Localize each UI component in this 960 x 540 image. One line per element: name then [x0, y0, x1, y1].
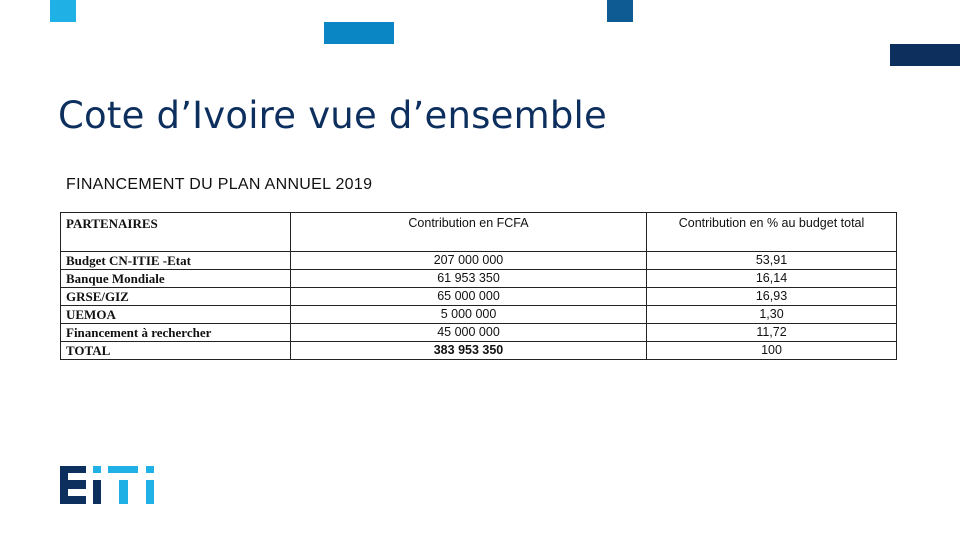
financing-table [60, 212, 897, 360]
table-total-row [61, 342, 897, 360]
table-heading: FINANCEMENT DU PLAN ANNUEL 2019 [66, 176, 373, 193]
table-row [61, 288, 897, 306]
column-header-contribution-percent: Contribution en % au budget total [647, 213, 897, 252]
table-row [61, 252, 897, 270]
decorative-square [607, 0, 633, 22]
decorative-bar [890, 44, 960, 66]
fcfa-cell: 65 000 000 [291, 288, 647, 306]
total-percent-cell: 100 [647, 342, 897, 360]
column-header-partners: PARTENAIRES [61, 213, 291, 252]
table-row [61, 270, 897, 288]
percent-cell: 1,30 [647, 306, 897, 324]
column-header-contribution-fcfa: Contribution en FCFA [291, 213, 647, 252]
eiti-logo [60, 466, 160, 504]
total-label-cell: TOTAL [61, 342, 291, 360]
table-row [61, 324, 897, 342]
percent-cell: 16,14 [647, 270, 897, 288]
fcfa-cell: 61 953 350 [291, 270, 647, 288]
fcfa-cell: 45 000 000 [291, 324, 647, 342]
percent-cell: 11,72 [647, 324, 897, 342]
fcfa-cell: 207 000 000 [291, 252, 647, 270]
partner-cell: GRSE/GIZ [61, 288, 291, 306]
partner-cell: Budget CN-ITIE -Etat [61, 252, 291, 270]
table-header-row [61, 213, 897, 252]
percent-cell: 53,91 [647, 252, 897, 270]
slide-title: Cote d’Ivoire vue d’ensemble [58, 94, 607, 137]
percent-cell: 16,93 [647, 288, 897, 306]
partner-cell: UEMOA [61, 306, 291, 324]
decorative-square [50, 0, 76, 22]
total-fcfa-cell: 383 953 350 [291, 342, 647, 360]
table-row [61, 306, 897, 324]
decorative-bar [324, 22, 394, 44]
partner-cell: Financement à rechercher [61, 324, 291, 342]
fcfa-cell: 5 000 000 [291, 306, 647, 324]
partner-cell: Banque Mondiale [61, 270, 291, 288]
